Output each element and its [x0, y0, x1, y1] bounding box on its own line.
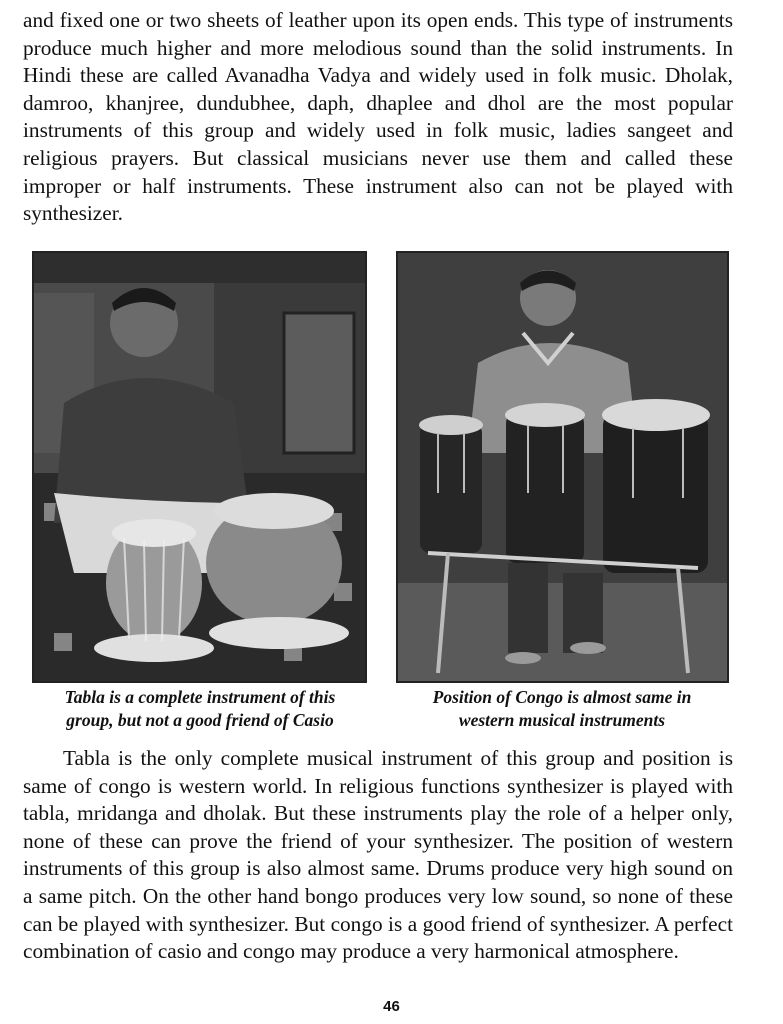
tabla-photo-caption	[30, 686, 370, 732]
congo-photo-illustration	[398, 253, 727, 681]
tabla-caption-line-2: group, but not a good friend of Casio	[66, 710, 334, 730]
body-paragraph-bottom: Tabla is the only complete musical instrument of this group and position is same of congo is western world. In religious functions synthesizer is played with tabla, mridanga and dholak. But these instruments play the role of a helper only, none of these can prove the friend of your synthesizer. The position of western instruments of this group is also almost same. Drums produce very high sound on a same pitch. On the other hand bongo produces very low sound, so none of these can be played with synthesizer. But congo is a good friend of synthesizer. A perfect combination of casio and congo may produce a very harmonical atmosphere.	[23, 746, 733, 964]
tabla-caption-line-1: Tabla is a complete instrument of this	[64, 687, 336, 707]
tabla-player-photo	[32, 251, 367, 683]
congo-player-photo	[396, 251, 729, 683]
congo-caption-line-2: western musical instruments	[458, 710, 666, 730]
tabla-photo-illustration	[34, 253, 365, 681]
congo-caption-line-1: Position of Congo is almost same in	[432, 687, 692, 707]
body-paragraph-top: and fixed one or two sheets of leather upon its open ends. This type of instruments produce much higher and more melodious sound than the solid instruments. In Hindi these are called Avanadha Vadya and widely used in folk music. Dholak, damroo, khanjree, dundubhee, daph, dhaplee and dhol are the most popular instruments of this group and widely used in folk music, ladies sangeet and religious prayers. But classical musicians never use them and called these improper or half instruments. These instrument also can not be played with synthesizer.	[23, 8, 733, 226]
page-number: 46	[383, 998, 400, 1015]
congo-photo-caption	[392, 686, 732, 732]
